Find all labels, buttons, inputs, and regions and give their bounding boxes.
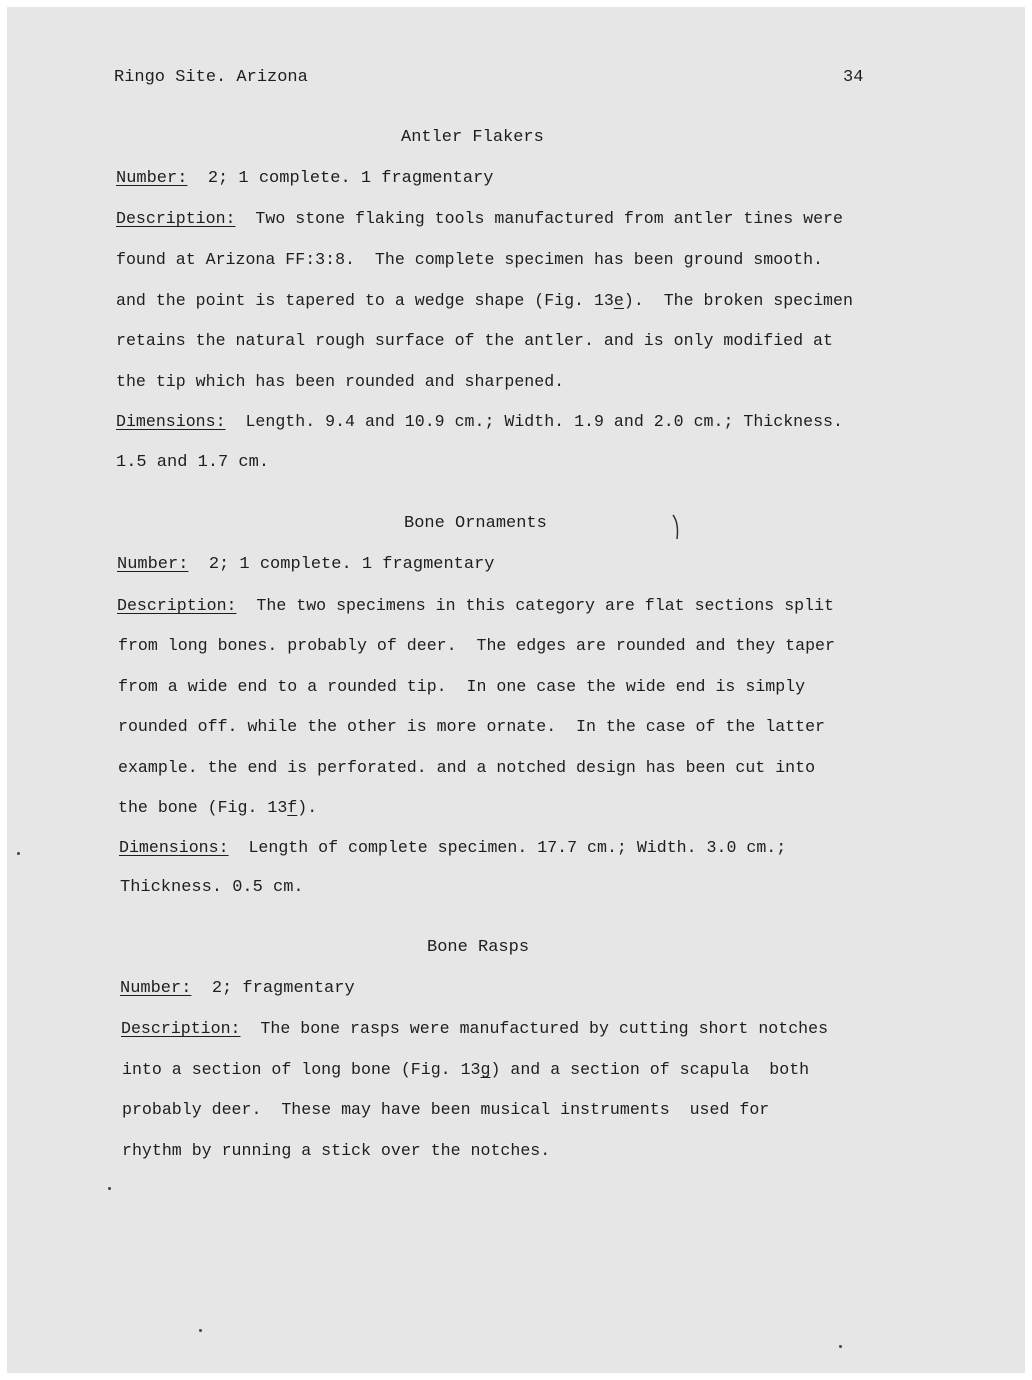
ornaments-dimensions-line-1: Dimensions: Length of complete specimen. 17.7 cm.; Width. 3.0 cm.;: [119, 838, 787, 857]
number-value: 2; 1 complete. 1 fragmentary: [208, 555, 495, 574]
ornaments-number-row: [117, 554, 494, 576]
rasps-description-line-1: Description: The bone rasps were manufactured by cutting short notches: [121, 1019, 829, 1038]
scan-speck: [199, 1329, 202, 1332]
number-value: 2; 1 complete. 1 fragmentary: [207, 169, 494, 188]
ornaments-description-line-6: the bone (Fig. 13f).: [118, 798, 318, 817]
antler-description-line-5: the tip which has been rounded and sharpened.: [116, 372, 565, 391]
scan-mark: [669, 513, 689, 543]
section-title-bone-ornaments: Bone Ornaments: [404, 514, 547, 533]
figure-letter: f: [287, 798, 298, 817]
description-label: Description:: [117, 596, 237, 615]
number-label: Number:: [120, 979, 192, 998]
scan-speck: [17, 852, 20, 855]
number-value: 2; fragmentary: [211, 979, 355, 998]
page-number: 34: [843, 68, 864, 87]
description-label: Description:: [121, 1019, 241, 1038]
document-page: [7, 7, 1025, 1373]
section-title-bone-rasps: Bone Rasps: [427, 938, 530, 957]
ornaments-description-line-5: example. the end is perforated. and a notched design has been cut into: [118, 758, 816, 777]
number-label: Number:: [116, 169, 188, 188]
ornaments-description-line-1: Description: The two specimens in this category are flat sections split: [117, 596, 834, 615]
antler-description-line-3: and the point is tapered to a wedge shape (Fig. 13e). The broken specimen: [116, 291, 853, 310]
dimensions-label: Dimensions:: [119, 838, 229, 857]
antler-dimensions-line-2: 1.5 and 1.7 cm.: [116, 453, 270, 472]
antler-description-line-1: Description: Two stone flaking tools manufactured from antler tines were: [116, 209, 843, 228]
running-title: Ringo Site. Arizona: [114, 68, 308, 87]
number-label: Number:: [117, 555, 189, 574]
description-label: Description:: [116, 209, 236, 228]
rasps-description-line-3: probably deer. These may have been musical instruments used for: [122, 1100, 770, 1119]
antler-number-row: [116, 168, 493, 190]
section-title-antler-flakers: Antler Flakers: [401, 128, 544, 147]
ornaments-dimensions-line-2: Thickness. 0.5 cm.: [120, 878, 304, 897]
antler-description-line-4: retains the natural rough surface of the antler. and is only modified at: [116, 331, 833, 350]
rasps-description-line-4: rhythm by running a stick over the notches.: [122, 1141, 551, 1160]
antler-dimensions-line-1: Dimensions: Length. 9.4 and 10.9 cm.; Width. 1.9 and 2.0 cm.; Thickness.: [116, 412, 843, 431]
antler-description-line-2: found at Arizona FF:3:8. The complete specimen has been ground smooth.: [116, 250, 824, 269]
ornaments-description-line-3: from a wide end to a rounded tip. In one case the wide end is simply: [118, 677, 806, 696]
scan-speck: [839, 1345, 842, 1348]
dimensions-label: Dimensions:: [116, 412, 226, 431]
scan-speck: [108, 1187, 111, 1190]
figure-letter: g: [480, 1060, 491, 1079]
rasps-number-row: [120, 978, 355, 1000]
ornaments-description-line-4: rounded off. while the other is more ornate. In the case of the latter: [118, 717, 826, 736]
ornaments-description-line-2: from long bones. probably of deer. The edges are rounded and they taper: [118, 636, 835, 655]
rasps-description-line-2: into a section of long bone (Fig. 13g) and a section of scapula both: [122, 1060, 810, 1079]
figure-letter: e: [613, 291, 624, 310]
